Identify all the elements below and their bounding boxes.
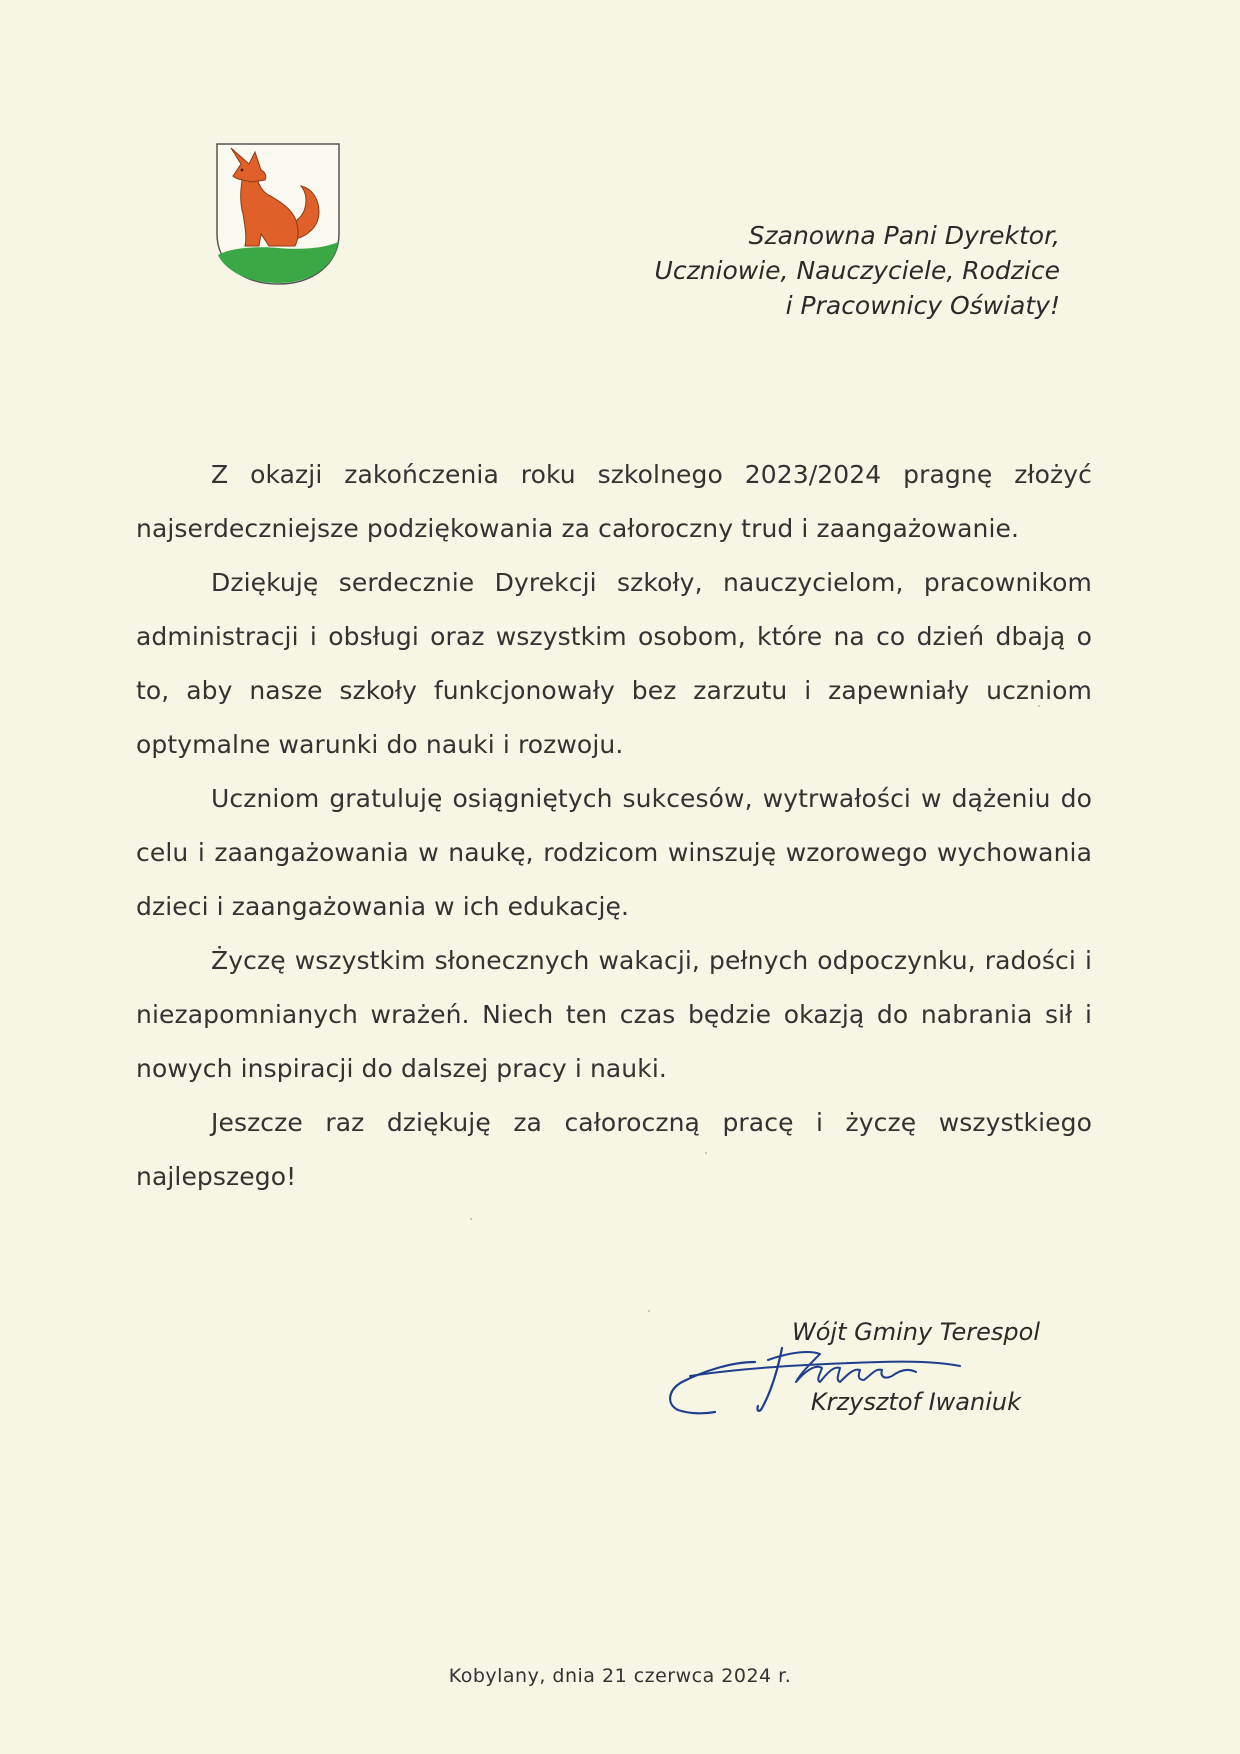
paragraph: Z okazji zakończenia roku szkolnego 2023/2024 pragnę złożyć najserdeczniejsze podziękowania za całoroczny trud i zaangażowanie. [136, 460, 1092, 543]
place-and-date: Kobylany, dnia 21 czerwca 2024 r. [448, 1665, 792, 1687]
signature-block [720, 1318, 1050, 1428]
salutation-line: Uczniowie, Nauczyciele, Rodzice [654, 256, 1060, 285]
salutation-line: Szanowna Pani Dyrektor, [748, 221, 1060, 250]
paragraph: Dziękuję serdecznie Dyrekcji szkoły, nauczycielom, pracownikom administracji i obsługi oraz wszystkim osobom, które na co dzień dbają o to, aby nasze szkoły funkcjonowały bez zarzutu i zapewniały uczniom optymalne warunki do nauki i rozwoju. [136, 568, 1092, 759]
fox-coat-of-arms-icon [215, 142, 341, 286]
paper-speck [648, 1310, 650, 1312]
signatory-name: Krzysztof Iwaniuk [810, 1388, 1021, 1416]
signatory-title: Wójt Gminy Terespol [792, 1318, 1040, 1346]
paper-speck [470, 1218, 472, 1220]
letter-body [136, 448, 1092, 1204]
paragraph: Życzę wszystkim słonecznych wakacji, pełnych odpoczynku, radości i niezapomnianych wrażeń. Niech ten czas będzie okazją do nabrania sił i nowych inspiracji do dalszej pracy i nauki. [136, 946, 1092, 1083]
paragraph: Uczniom gratuluję osiągniętych sukcesów, wytrwałości w dążeniu do celu i zaangażowania w naukę, rodzicom winszuję wzorowego wychowania dzieci i zaangażowania w ich edukację. [136, 784, 1092, 921]
handwritten-signature [660, 1338, 980, 1433]
salutation-line: i Pracownicy Oświaty! [785, 291, 1060, 320]
paper-speck [705, 1152, 707, 1154]
paper-speck [1038, 705, 1040, 707]
paragraph: Jeszcze raz dziękuję za całoroczną pracę i życzę wszystkiego najlepszego! [136, 1108, 1092, 1191]
salutation [640, 218, 1060, 323]
